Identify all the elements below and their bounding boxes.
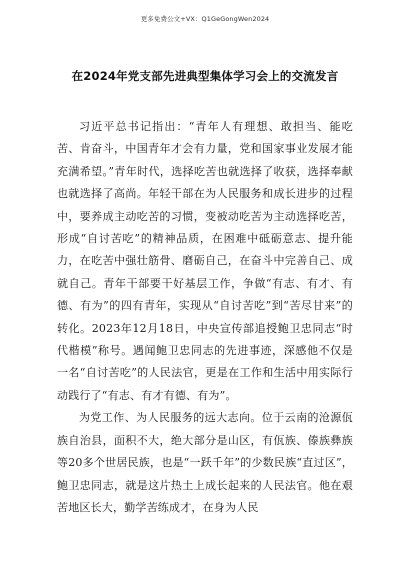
header-note: 更多免费公文+VX：Q1GeGongWen2024 bbox=[140, 15, 270, 23]
paragraph: 为党工作、为人民服务的远大志向。位于云南的沧源佤族自治县，面积不大，绝大部分是山区，有佤族、傣族彝族等20多个世居民族，也是“一跃千年”的少数民族“直过区”，鲍卫忠同志，就是这片热土上成长起来的人民法官。他在艰苦地区长大，勤学苦练成才，在身为人民 bbox=[57, 411, 353, 514]
document-body bbox=[57, 116, 353, 519]
document-title: 在2024年党支部先进典型集体学习会上的交流发言 bbox=[71, 69, 339, 83]
paragraph: 习近平总书记指出：“青年人有理想、敢担当、能吃苦、肯奋斗，中国青年才会有力量，党和国家事业发展才能充满希望。”青年时代，选择吃苦也就选择了收获，选择奉献也就选择了高尚。年轻干部在为人民服务和成长进步的过程中，要养成主动吃苦的习惯，变被动吃苦为主动选择吃苦，形成“自讨苦吃”的精神品质，在困难中砥砺意志、提升能力，在吃苦中强壮筋骨、磨砺自己，在奋斗中完善自己、成就自己。青年干部要干好基层工作，争做“有志、有才、有德、有为”的四有青年，实现从“自讨苦吃”到“苦尽甘来”的转化。2023年12月18日，中央宣传部追授鲍卫忠同志“时代楷模”称号。遇闻鲍卫忠同志的先进事迹，深感他不仅是一名“自讨苦吃”的人民法官，更是在工作和生活中用实际行动践行了“有志、有才有德、有为”。 bbox=[57, 120, 353, 402]
